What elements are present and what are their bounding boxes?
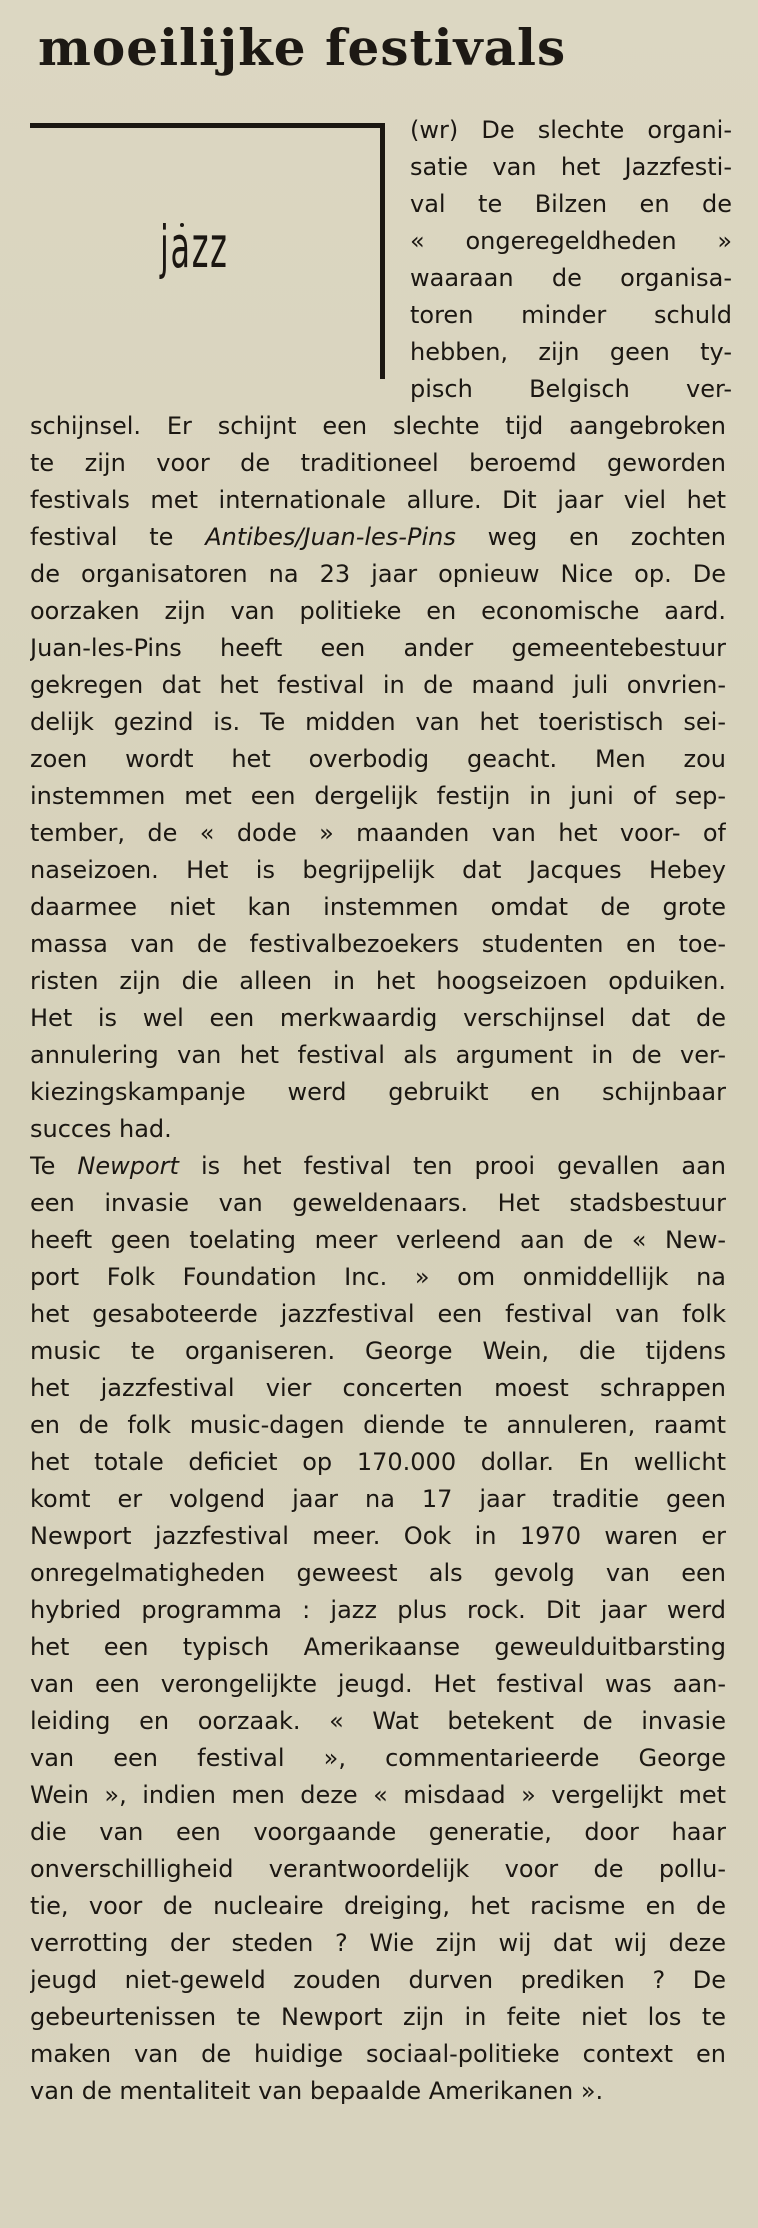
article-line: schijnsel. Er schijnt een slechte tijd aangebroken: [30, 412, 726, 440]
article-line: het jazzfestival vier concerten moest schrappen: [30, 1374, 726, 1402]
article-line: het totale deficiet op 170.000 dollar. En wellicht: [30, 1448, 726, 1476]
article-line: tie, voor de nucleaire dreiging, het racisme en de: [30, 1892, 726, 1920]
article-line: een invasie van geweldenaars. Het stadsbestuur: [30, 1189, 726, 1217]
article-line: hebben, zijn geen ty-: [410, 338, 732, 366]
article-line: te zijn voor de traditioneel beroemd geworden: [30, 449, 726, 477]
article-line: het gesaboteerde jazzfestival een festival van folk: [30, 1300, 726, 1328]
article-line: en de folk music-dagen diende te annuleren, raamt: [30, 1411, 726, 1439]
article-line: de organisatoren na 23 jaar opnieuw Nice op. De: [30, 560, 726, 588]
jazz-column-logo-box: [30, 123, 385, 379]
article-line: komt er volgend jaar na 17 jaar traditie geen: [30, 1485, 726, 1513]
article-line: tember, de « dode » maanden van het voor- of: [30, 819, 726, 847]
article-line: (wr) De slechte organi-: [410, 116, 732, 144]
article-line: gebeurtenissen te Newport zijn in feite niet los te: [30, 2003, 726, 2031]
article-line: kiezingskampanje werd gebruikt en schijnbaar: [30, 1078, 726, 1106]
article-line: onregelmatigheden geweest als gevolg van een: [30, 1559, 726, 1587]
article-line: Te Newport is het festival ten prooi gevallen aan: [30, 1152, 726, 1180]
article-line: daarmee niet kan instemmen omdat de grote: [30, 893, 726, 921]
article-line: het een typisch Amerikaanse geweulduitbarsting: [30, 1633, 726, 1661]
article-line: satie van het Jazzfesti-: [410, 153, 732, 181]
article-line: zoen wordt het overbodig geacht. Men zou: [30, 745, 726, 773]
article-line: port Folk Foundation Inc. » om onmiddellijk na: [30, 1263, 726, 1291]
article-line: die van een voorgaande generatie, door haar: [30, 1818, 726, 1846]
article-line: onverschilligheid verantwoordelijk voor de pollu-: [30, 1855, 726, 1883]
article-line: Juan-les-Pins heeft een ander gemeentebestuur: [30, 634, 726, 662]
article-line: risten zijn die alleen in het hoogseizoen opduiken.: [30, 967, 726, 995]
article-line: Newport jazzfestival meer. Ook in 1970 waren er: [30, 1522, 726, 1550]
article-line: annulering van het festival als argument in de ver-: [30, 1041, 726, 1069]
article-line: verrotting der steden ? Wie zijn wij dat wij deze: [30, 1929, 726, 1957]
italic-place-name: Antibes/Juan-les-Pins: [205, 523, 456, 551]
italic-place-name: Newport: [77, 1152, 179, 1180]
article-line: Wein », indien men deze « misdaad » vergelijkt met: [30, 1781, 726, 1809]
article-line: toren minder schuld: [410, 301, 732, 329]
article-line: gekregen dat het festival in de maand juli onvrien-: [30, 671, 726, 699]
article-line: delijk gezind is. Te midden van het toeristisch sei-: [30, 708, 726, 736]
article-line: naseizoen. Het is begrijpelijk dat Jacques Hebey: [30, 856, 726, 884]
article-line: van een festival », commentarieerde George: [30, 1744, 726, 1772]
article-line: succes had.: [30, 1115, 172, 1143]
article-line: van de mentaliteit van bepaalde Amerikanen ».: [30, 2077, 604, 2105]
article-line: hybried programma : jazz plus rock. Dit jaar werd: [30, 1596, 726, 1624]
article-line: pisch Belgisch ver-: [410, 375, 732, 403]
article-line: Het is wel een merkwaardig verschijnsel dat de: [30, 1004, 726, 1032]
article-line: heeft geen toelating meer verleend aan de « New-: [30, 1226, 726, 1254]
article-line: maken van de huidige sociaal-politieke context en: [30, 2040, 726, 2068]
article-line: van een verongelijkte jeugd. Het festival was aan-: [30, 1670, 726, 1698]
article-line: leiding en oorzaak. « Wat betekent de invasie: [30, 1707, 726, 1735]
article-line: waaraan de organisa-: [410, 264, 732, 292]
article-line: val te Bilzen en de: [410, 190, 732, 218]
jazz-column-label: jazz: [160, 213, 229, 281]
article-line: « ongeregeldheden »: [410, 227, 732, 255]
article-line: festivals met internationale allure. Dit jaar viel het: [30, 486, 726, 514]
article-line: music te organiseren. George Wein, die tijdens: [30, 1337, 726, 1365]
article-line: jeugd niet-geweld zouden durven prediken ? De: [30, 1966, 726, 1994]
article-line: festival te Antibes/Juan-les-Pins weg en zochten: [30, 523, 726, 551]
article-line: massa van de festivalbezoekers studenten en toe-: [30, 930, 726, 958]
article-line: instemmen met een dergelijk festijn in juni of sep-: [30, 782, 726, 810]
article-line: oorzaken zijn van politieke en economische aard.: [30, 597, 726, 625]
article-headline: moeilijke festivals: [38, 18, 567, 77]
